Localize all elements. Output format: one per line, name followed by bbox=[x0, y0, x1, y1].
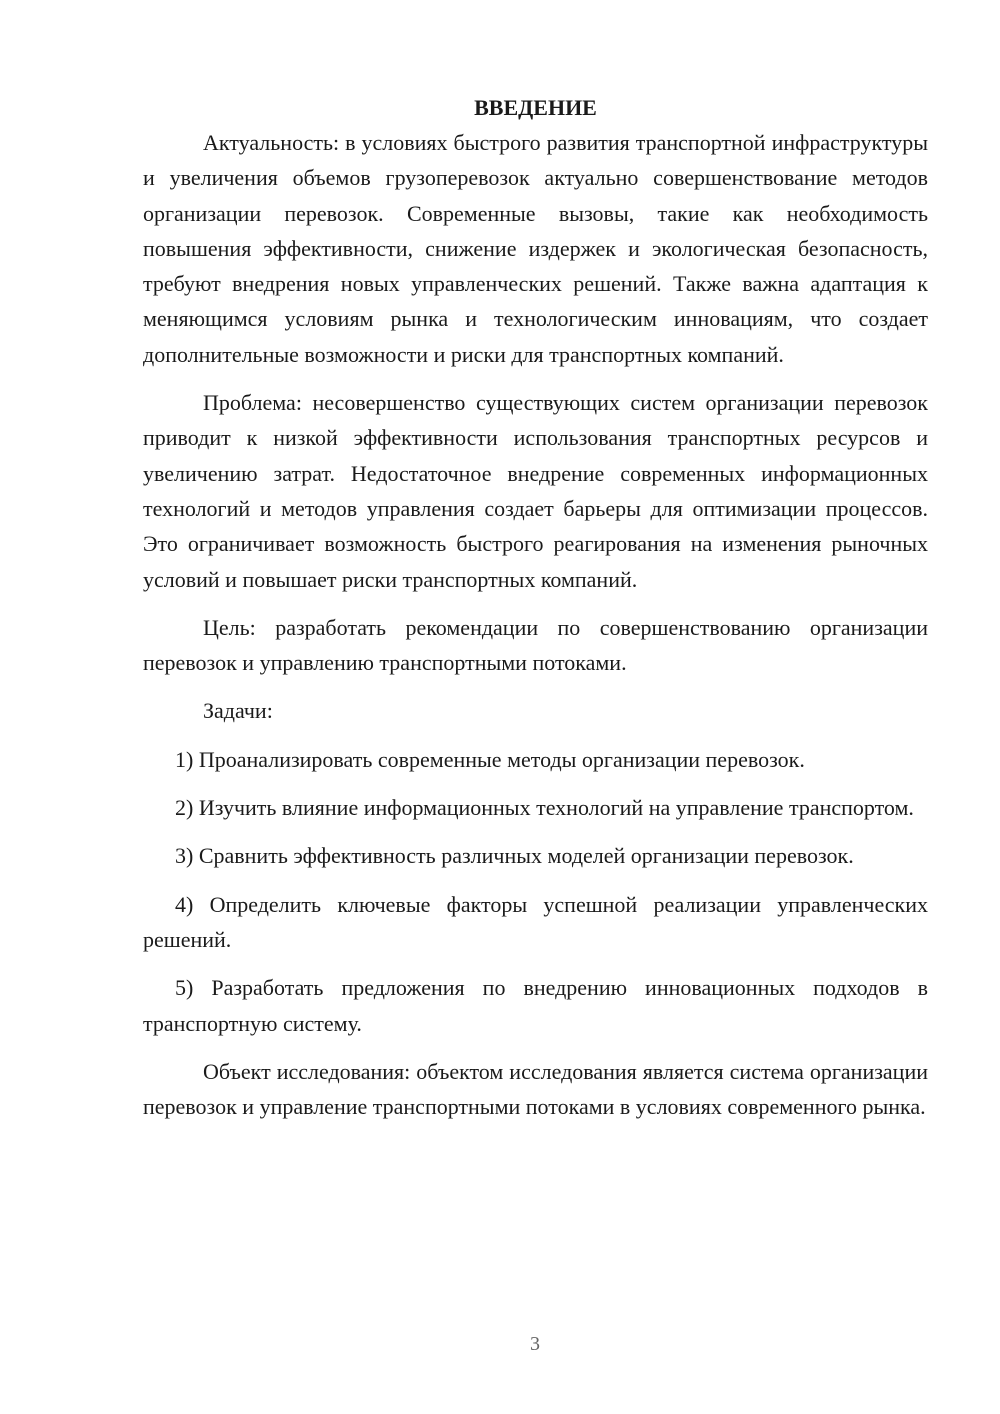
task-item-3: 3) Сравнить эффективность различных моделей организации перевозок. bbox=[175, 843, 854, 869]
task-item-4: 4) Определить ключевые факторы успешной реализации управленческих решений. bbox=[143, 891, 928, 952]
paragraph-goal: Цель: разработать рекомендации по совершенствованию организации перевозок и управлению транспортными потоками. bbox=[143, 614, 928, 676]
document-page bbox=[143, 90, 928, 1137]
paragraph-object: Объект исследования: объектом исследования является система организации перевозок и управление транспортными потоками в условиях современного рынка. bbox=[143, 1058, 928, 1120]
task-item-5: 5) Разработать предложения по внедрению инновационных подходов в транспортную систему. bbox=[143, 975, 928, 1036]
tasks-heading: Задачи: bbox=[203, 698, 273, 724]
task-item-2: 2) Изучить влияние информационных технологий на управление транспортом. bbox=[175, 795, 914, 821]
page-number: 3 bbox=[530, 1333, 540, 1355]
paragraph-problem: Проблема: несовершенство существующих систем организации перевозок приводит к низкой эффективности использования транспортных ресурсов и увеличению затрат. Недостаточное внедрение современных информационных технологий и методов управления создает барьеры для оптимизации процессов. Это ограничивает возможность быстрого реагирования на изменения рыночных условий и повышает риски транспортных компаний. bbox=[143, 390, 928, 592]
section-title: ВВЕДЕНИЕ bbox=[474, 95, 597, 120]
paragraph-relevance: Актуальность: в условиях быстрого развития транспортной инфраструктуры и увеличения объемов грузоперевозок актуально совершенствование методов организации перевозок. Современные вызовы, такие как необходимость повышения эффективности, снижение издержек и экологическая безопасность, требуют внедрения новых управленческих решений. Также важна адаптация к меняющимся условиям рынка и технологическим инновациям, что создает дополнительные возможности и риски для транспортных компаний. bbox=[143, 130, 928, 367]
task-item-1: 1) Проанализировать современные методы организации перевозок. bbox=[175, 746, 805, 772]
